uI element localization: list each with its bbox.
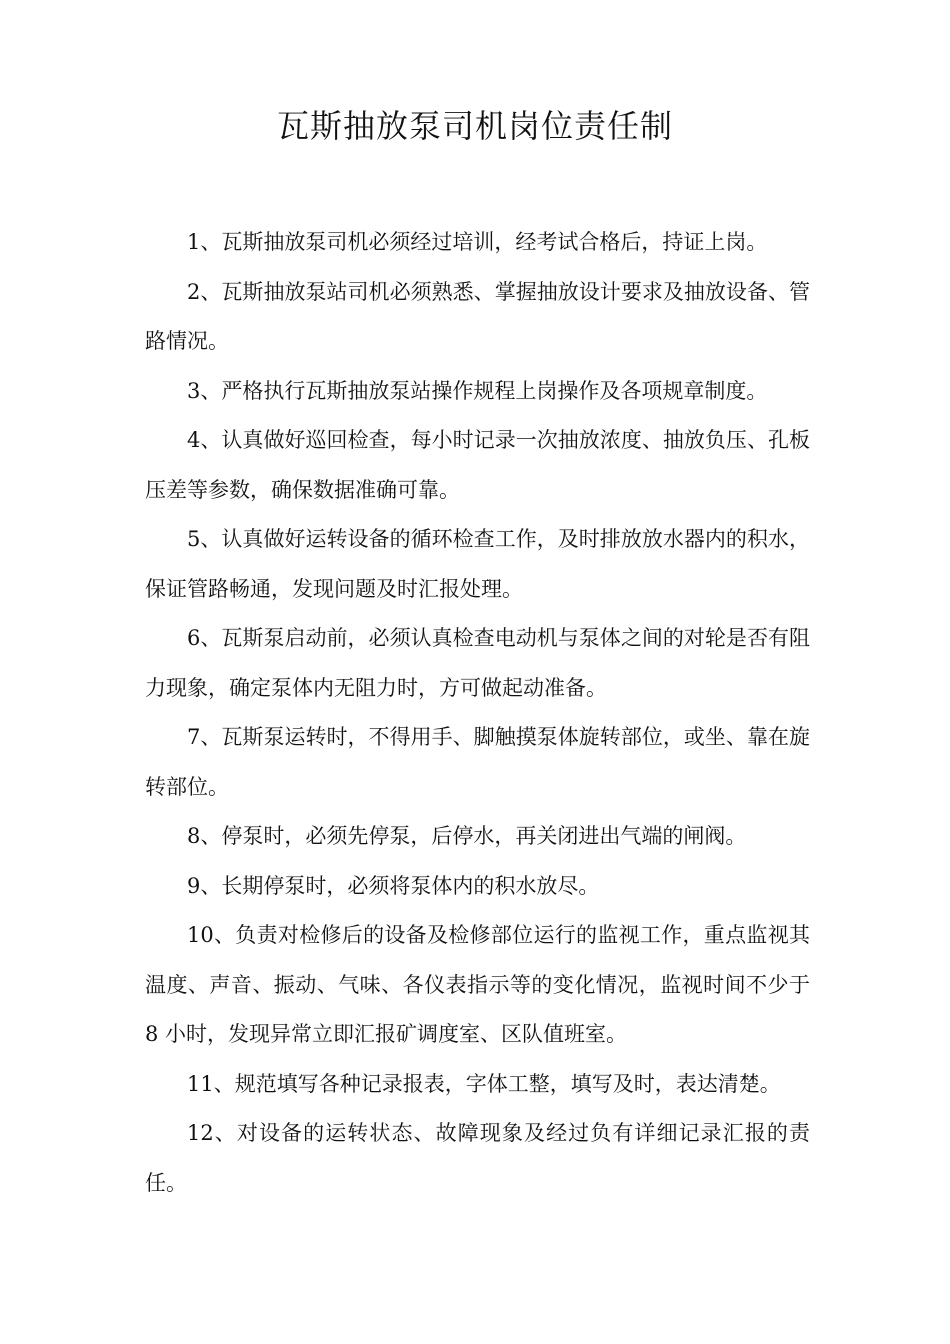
document-body bbox=[145, 218, 810, 1208]
clause-6: 6、瓦斯泵启动前，必须认真检查电动机与泵体之间的对轮是否有阻力现象，确定泵体内无阻力时，方可做起动准备。 bbox=[145, 626, 810, 700]
clause-8: 8、停泵时，必须先停泵，后停水，再关闭进出气端的闸阀。 bbox=[187, 824, 747, 848]
clause-1: 1、瓦斯抽放泵司机必须经过培训，经考试合格后，持证上岗。 bbox=[187, 230, 768, 254]
document-title: 瓦斯抽放泵司机岗位责任制 bbox=[276, 107, 673, 145]
clause-11: 11、规范填写各种记录报表，字体工整，填写及时，表达清楚。 bbox=[187, 1071, 781, 1096]
clause-5: 5、认真做好运转设备的循环检查工作，及时排放放水器内的积水，保证管路畅通，发现问题及时汇报处理。 bbox=[145, 527, 810, 601]
clause-3: 3、严格执行瓦斯抽放泵站操作规程上岗操作及各项规章制度。 bbox=[187, 378, 768, 403]
clause-9: 9、长期停泵时，必须将泵体内的积水放尽。 bbox=[187, 873, 600, 898]
clause-10: 10、负责对检修后的设备及检修部位运行的监视工作，重点监视其温度、声音、振动、气味、各仪表指示等的变化情况，监视时间不少于 8 小时，发现异常立即汇报矿调度室、区队值班室。 bbox=[145, 923, 810, 1046]
clause-7: 7、瓦斯泵运转时，不得用手、脚触摸泵体旋转部位，或坐、靠在旋转部位。 bbox=[145, 725, 810, 799]
clause-2: 2、瓦斯抽放泵站司机必须熟悉、掌握抽放设计要求及抽放设备、管路情况。 bbox=[145, 279, 810, 353]
clause-12: 12、对设备的运转状态、故障现象及经过负有详细记录汇报的责任。 bbox=[145, 1121, 810, 1195]
clause-4: 4、认真做好巡回检查，每小时记录一次抽放浓度、抽放负压、孔板压差等参数，确保数据准确可靠。 bbox=[145, 428, 810, 502]
